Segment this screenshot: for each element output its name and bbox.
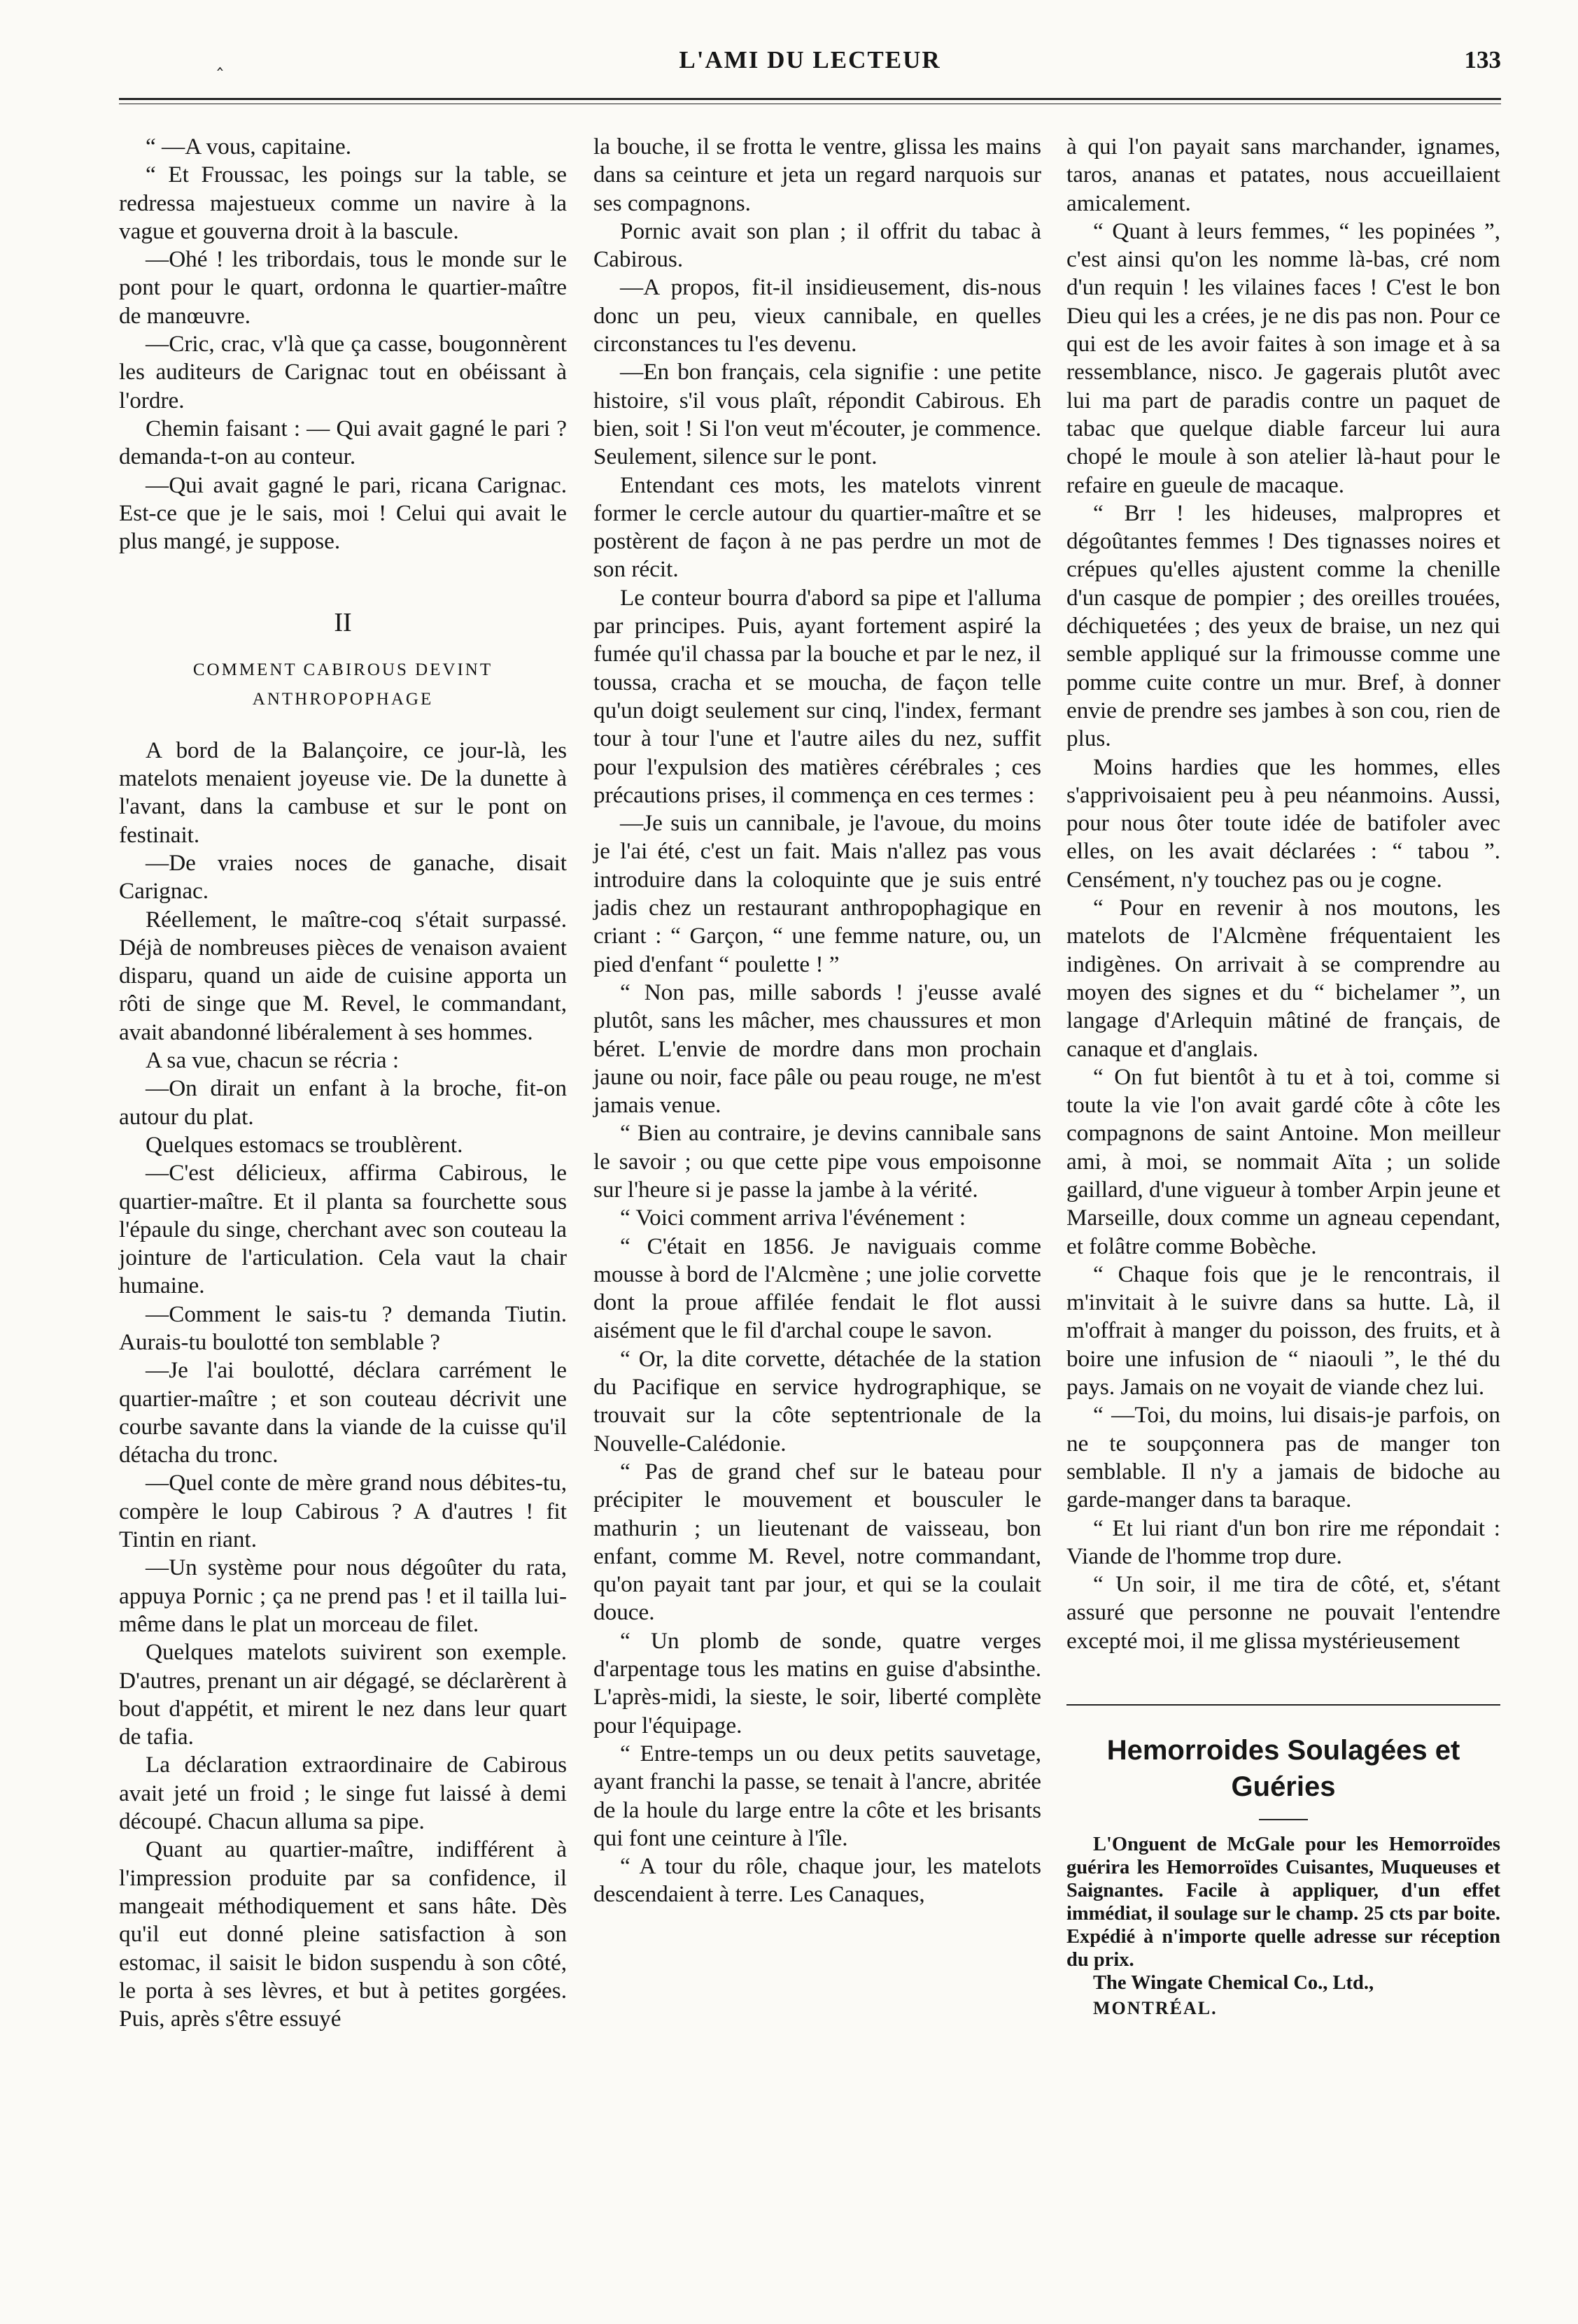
paragraph: “ Or, la dite corvette, détachée de la station du Pacifique en service hydrographique, se trouvait sur la côte septentrionale de la Nouvelle-Calédonie. xyxy=(593,1345,1041,1457)
paragraph: —On dirait un enfant à la broche, fit-on autour du plat. xyxy=(119,1075,567,1130)
paragraph: —Comment le sais-tu ? demanda Tiutin. Aurais-tu boulotté ton semblable ? xyxy=(119,1301,567,1355)
publication-title: L'AMI DU LECTEUR xyxy=(679,46,941,73)
paragraph: —A propos, fit-il insidieusement, dis-nous donc un peu, vieux cannibale, en quelles circonstances tu l'es devenu. xyxy=(593,274,1041,357)
column-3 xyxy=(1066,133,1500,2022)
column-2 xyxy=(593,133,1041,1909)
paragraph: “ Entre-temps un ou deux petits sauvetage, ayant franchi la passe, se tenait à l'ancre, abritée de la houle du large entre la côte et les brisants qui font une ceinture à l'île. xyxy=(593,1740,1041,1851)
paragraph: A bord de la Balançoire, ce jour-là, les matelots menaient joyeuse vie. De la dunette à l'avant, dans la cambuse et sur le pont on festinait. xyxy=(119,737,567,848)
paragraph: Pornic avait son plan ; il offrit du tabac à Cabirous. xyxy=(593,218,1041,273)
paragraph: “ Pas de grand chef sur le bateau pour précipiter le mouvement et bousculer le mathurin ; un lieutenant de vaisseau, bon enfant, comme M. Revel, notre commandant, qu'on payait tant par jour, et qui se la coulait douce. xyxy=(593,1458,1041,1626)
paragraph: “ A tour du rôle, chaque jour, les matelots descendaient à terre. Les Canaques, xyxy=(593,1853,1041,1908)
paragraph: —Qui avait gagné le pari, ricana Carignac. Est-ce que je le sais, moi ! Celui qui avait le plus mangé, je suppose. xyxy=(119,472,567,555)
header-rule xyxy=(119,98,1501,100)
ad-body: L'Onguent de McGale pour les Hemorroïdes guérira les Hemorroïdes Cuisantes, Muqueuses et Saignantes. Facile à appliquer, d'un effet immédiat, il soulage sur le champ. 25 cts par boite. Expédié à n'importe quelle adresse sur réception du prix. xyxy=(1066,1834,1500,1971)
paragraph: “ Voici comment arriva l'événement : xyxy=(620,1205,966,1231)
column-1 xyxy=(119,133,567,2033)
paragraph: —Cric, crac, v'là que ça casse, bougonnèrent les auditeurs de Carignac tout en obéissant à l'ordre. xyxy=(119,331,567,413)
paragraph: “ Non pas, mille sabords ! j'eusse avalé plutôt, sans les mâcher, mes chaussures et mon béret. L'envie de mordre dans mon prochain jaune ou noir, face pâle ou peau rouge, ne m'est jamais venue. xyxy=(593,979,1041,1119)
paragraph: “ Bien au contraire, je devins cannibale sans le savoir ; ou que cette pipe vous empoisonne sur l'heure si je passe la jambe à la vérité. xyxy=(593,1120,1041,1203)
paragraph: —Je l'ai boulotté, déclara carrément le quartier-maître ; et son couteau décrivit une courbe savante dans la viande de la cuisse qu'il détacha du tronc. xyxy=(119,1357,567,1468)
paragraph: Quelques estomacs se troublèrent. xyxy=(146,1131,463,1158)
paragraph: A sa vue, chacun se récria : xyxy=(146,1047,400,1074)
paragraph: Entendant ces mots, les matelots vinrent former le cercle autour du quartier-maître et se postèrent de façon à ne pas perdre un mot de son récit. xyxy=(593,472,1041,583)
paragraph: “ Chaque fois que je le rencontrais, il m'invitait à le suivre dans sa hutte. Là, il m'offrait à manger du poisson, des fruits, et à boire une infusion de “ niaouli ”, le thé du pays. Jamais on ne voyait de viande chez lui. xyxy=(1066,1261,1500,1401)
paragraph: “ Un plomb de sonde, quatre verges d'arpentage tous les matins en guise d'absinthe. L'après-midi, la sieste, le soir, liberté complète pour l'équipage. xyxy=(593,1627,1041,1738)
advertisement xyxy=(1066,1704,1500,2022)
paragraph: “ Un soir, il me tira de côté, et, s'étant assuré que personne ne pouvait l'entendre excepté moi, il me glissa mystérieusement xyxy=(1066,1571,1500,1654)
paragraph: —Je suis un cannibale, je l'avoue, du moins je l'ai été, c'est un fait. Mais n'allez pas vous introduire dans la coloquinte que je suis entré jadis chez un restaurant anthropophagique en criant : “ Garçon, “ une femme nature, ou, un pied d'enfant “ poulette ! ” xyxy=(593,810,1041,977)
paragraph: la bouche, il se frotta le ventre, glissa les mains dans sa ceinture et jeta un regard narquois sur ses compagnons. xyxy=(593,134,1041,216)
paragraph: “ Et Froussac, les poings sur la table, se redressa majestueux comme un navire à la vague et gouverna droit à la bascule. xyxy=(119,162,567,244)
paragraph: Chemin faisant : — Qui avait gagné le pari ? demanda-t-on au conteur. xyxy=(119,415,567,470)
paragraph: —Un système pour nous dégoûter du rata, appuya Pornic ; ça ne prend pas ! et il tailla lui-même dans le plat un morceau de filet. xyxy=(119,1554,567,1637)
paragraph: “ Pour en revenir à nos moutons, les matelots de l'Alcmène fréquentaient les indigènes. On arrivait à se comprendre au moyen des signes et du “ bichelamer ”, un langage d'Arlequin mâtiné de français, de canaque et d'anglais. xyxy=(1066,895,1500,1062)
paragraph: —En bon français, cela signifie : une petite histoire, s'il vous plaît, répondit Cabirous. Eh bien, soit ! Si l'on veut m'écouter, je commence. Seulement, silence sur le pont. xyxy=(593,359,1041,470)
paragraph: “ Et lui riant d'un bon rire me répondait : Viande de l'homme trop dure. xyxy=(1066,1515,1500,1569)
paragraph: Quelques matelots suivirent son exemple. D'autres, prenant un air dégagé, se déclarèrent à bout d'appétit, et mirent le nez dans leur quart de tafia. xyxy=(119,1639,567,1750)
paragraph: —Ohé ! les tribordais, tous le monde sur le pont pour le quart, ordonna le quartier-maître de manœuvre. xyxy=(119,246,567,329)
ad-title: Hemorroides Soulagées et Guéries xyxy=(1106,1735,1460,1803)
paragraph: —Quel conte de mère grand nous débites-tu, compère le loup Cabirous ? A d'autres ! fit Tintin en riant. xyxy=(119,1470,567,1553)
paragraph: “ —A vous, capitaine. xyxy=(146,134,352,160)
paragraph: La déclaration extraordinaire de Cabirous avait jeté un froid ; le singe fut laissé à demi découpé. Chacun alluma sa pipe. xyxy=(119,1752,567,1835)
ad-city: MONTRÉAL. xyxy=(1093,1998,1218,2019)
paragraph: Moins hardies que les hommes, elles s'apprivoisaient peu à peu néanmoins. Aussi, pour nous ôter toute idée de batifoler avec elles, on les avait déclarées : “ tabou ”. Censément, n'y touchez pas ou je cogne. xyxy=(1066,753,1500,893)
paragraph: “ C'était en 1856. Je naviguais comme mousse à bord de l'Alcmène ; une jolie corvette dont la proue affilée fendait le flot aussi aisément que le fil d'archal coupe le savon. xyxy=(593,1233,1041,1344)
paragraph: à qui l'on payait sans marchander, ignames, taros, ananas et patates, nous accueillaient amicalement. xyxy=(1066,134,1500,216)
paragraph: “ —Toi, du moins, lui disais-je parfois, on ne te soupçonnera pas de manger ton semblable. Il n'y a jamais de bidoche au garde-manger dans ta baraque. xyxy=(1066,1402,1500,1513)
ad-company: The Wingate Chemical Co., Ltd., xyxy=(1093,1972,1374,1994)
page-header xyxy=(119,41,1501,83)
chapter-title: COMMENT CABIROUS DEVINT ANTHROPOPHAGE xyxy=(192,660,493,709)
paragraph: Quant au quartier-maître, indifférent à l'impression produite par sa confidence, il mangeait méthodiquement et sans hâte. Dès qu'il eut donné pleine satisfaction à son estomac, il saisit le bidon suspendu à son côté, le porta à ses lèvres, et but à petites gorgées. Puis, après s'être essuyé xyxy=(119,1836,567,2032)
paragraph: —C'est délicieux, affirma Cabirous, le quartier-maître. Et il planta sa fourchette sous l'épaule du singe, cherchant avec son couteau la jointure de l'articulation. Cela vaut la chair humaine. xyxy=(119,1160,567,1299)
header-mark: ‸ xyxy=(217,50,223,71)
paragraph: Le conteur bourra d'abord sa pipe et l'alluma par principes. Puis, ayant fortement aspiré la fumée qu'il chassa par la bouche et par le nez, il toussa, cracha et se moucha, de façon telle qu'un doigt seulement sur cinq, l'index, fermant tour à tour l'une et l'autre ailes du nez, suffit pour l'expulsion des matières cérébrales ; ces précautions prises, il commença en ces termes : xyxy=(593,584,1041,808)
ad-divider xyxy=(1259,1819,1308,1820)
paragraph: “ Brr ! les hideuses, malpropres et dégoûtantes femmes ! Des tignasses noires et crépues qu'elles ajustent comme la chenille d'un casque de pompier ; des oreilles trouées, déchiquetées ; des yeux de braise, un nez qui semble appliqué sur la frimousse comme une pomme cuite contre un mur. Bref, à donner envie de prendre ses jambes à son cou, rien de plus. xyxy=(1066,499,1500,752)
chapter-number: II xyxy=(334,608,352,638)
paragraph: Réellement, le maître-coq s'était surpassé. Déjà de nombreuses pièces de venaison avaient disparu, quand un aide de cuisine apporta un rôti de singe que M. Revel, le commandant, avait abandonné libéralement à ses hommes. xyxy=(119,906,567,1045)
paragraph: —De vraies noces de ganache, disait Carignac. xyxy=(119,849,567,905)
page-number: 133 xyxy=(1464,46,1501,73)
paragraph: “ Quant à leurs femmes, “ les popinées ”, c'est ainsi qu'on les nomme là-bas, cré nom d'un requin ! les vilaines faces ! C'est le bon Dieu qui les a crées, je ne dis pas non. Pour ce qui est de les avoir faites à son image et à sa ressemblance, nisco. Je gagerais plutôt avec lui ma part de paradis contre un paquet de tabac que quelque diable farceur lui aura chopé le moule à son atelier là-haut pour le refaire en gueule de macaque. xyxy=(1066,218,1500,498)
paragraph: “ On fut bientôt à tu et à toi, comme si toute la vie l'on avait gardé côte à côte les compagnons de saint Antoine. Mon meilleur ami, à moi, se nommait Aïta ; un solide gaillard, d'une vigueur à tomber Arpin jeune et Marseille, doux comme un agneau cependant, et folâtre comme Bobèche. xyxy=(1066,1063,1500,1259)
